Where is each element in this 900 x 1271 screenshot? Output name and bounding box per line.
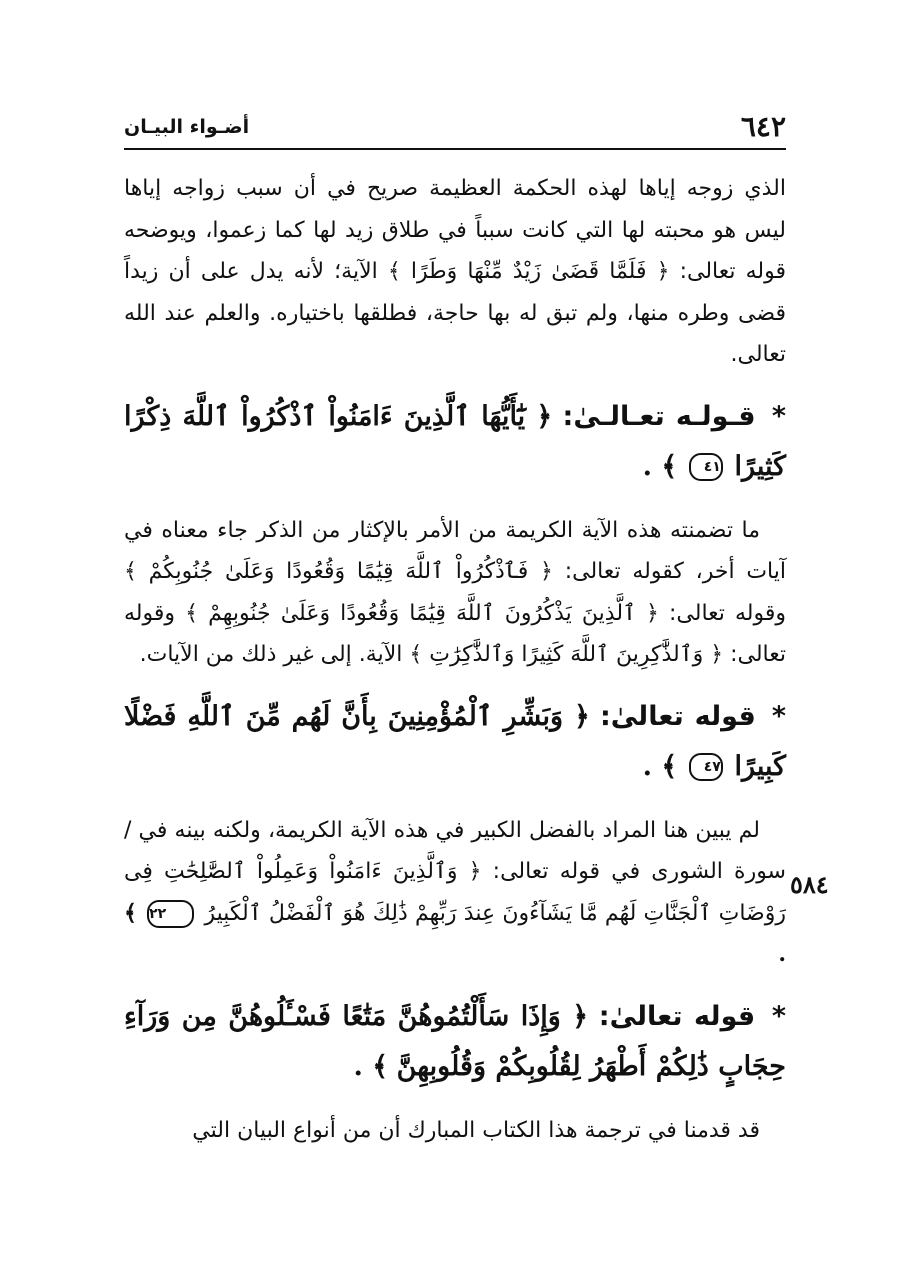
star-marker: *	[771, 700, 786, 732]
ayah-number-badge: ٤١	[689, 453, 723, 481]
ayah-number-badge: ٤٧	[689, 753, 723, 781]
paragraph-3	[124, 810, 786, 976]
verse-heading-47	[124, 692, 786, 792]
quran-verse: ﴿ وَإِذَا سَأَلْتُمُوهُنَّ مَتَٰعًا فَسْـَٔلُوهُنَّ مِن وَرَآءِ حِجَابٍ ذَٰلِكُمْ أَطْهَرُ لِقُلُوبِكُمْ وَقُلُوبِهِنَّ	[124, 1000, 786, 1082]
heading-label: قـولـه تعـالـىٰ:	[562, 400, 756, 432]
ayah-number-badge: ٢٢	[147, 900, 194, 928]
verse-end: ﴾ .	[642, 450, 678, 482]
verse-end: ﴾ .	[124, 899, 786, 967]
page-number: ٦٤٢	[740, 110, 786, 143]
running-title: أضـواء البيـان	[124, 116, 250, 138]
heading-label: قوله تعالىٰ:	[598, 1000, 756, 1032]
original-page-reference: ٥٨٤	[790, 870, 829, 899]
star-marker: *	[771, 400, 786, 432]
paragraph-3-text: لم يبين هنا المراد بالفضل الكبير في هذه الآية الكريمة، ولكنه بينه في / سورة الشورى في قوله تعالى: ﴿ وَٱلَّذِينَ ءَامَنُواْ وَعَمِلُواْ ٱلصَّٰلِحَٰتِ فِى رَوْضَاتِ ٱلْجَنَّاتِ لَهُم مَّا يَشَآءُونَ عِندَ رَبِّهِمْ ذَٰلِكَ هُوَ ٱلْفَضْلُ ٱلْكَبِيرُ	[124, 817, 786, 926]
page-body	[124, 168, 786, 1167]
verse-heading-53	[124, 992, 786, 1092]
paragraph-1: الذي زوجه إياها لهذه الحكمة العظيمة صريح في أن سبب زواجه إياها ليس هو محبته لها التي كانت سبباً في طلاق زيد لها كما زعموا، ويوضحه قوله تعالى: ﴿ فَلَمَّا قَضَىٰ زَيْدٌ مِّنْهَا وَطَرًا ﴾ الآية؛ لأنه يدل على أن زيداً قضى وطره منها، ولم تبق له بها حاجة، فطلقها باختياره. والعلم عند الله تعالى.	[124, 176, 786, 367]
star-marker: *	[771, 1000, 786, 1032]
paragraph-4: قد قدمنا في ترجمة هذا الكتاب المبارك أن من أنواع البيان التي	[192, 1117, 760, 1143]
paragraph-2: ما تضمنته هذه الآية الكريمة من الأمر بالإكثار من الذكر جاء معناه في آيات أخر، كقوله تعالى: ﴿ فَٱذْكُرُواْ ٱللَّهَ قِيَٰمًا وَقُعُودًا وَعَلَىٰ جُنُوبِكُمْ ﴾ وقوله تعالى: ﴿ ٱلَّذِينَ يَذْكُرُونَ ٱللَّهَ قِيَٰمًا وَقُعُودًا وَعَلَىٰ جُنُوبِهِمْ ﴾ وقوله تعالى: ﴿ وَٱلذَّٰكِرِينَ ٱللَّهَ كَثِيرًا وَٱلذَّٰكِرَٰتِ ﴾ الآية. إلى غير ذلك من الآيات.	[124, 517, 786, 667]
verse-end: ﴾ .	[642, 750, 678, 782]
heading-label: قوله تعالىٰ:	[599, 700, 756, 732]
quran-verse: ﴿ وَبَشِّرِ ٱلْمُؤْمِنِينَ بِأَنَّ لَهُم مِّنَ ٱللَّهِ فَضْلًا كَبِيرًا	[124, 700, 786, 782]
verse-end: ﴾ .	[353, 1050, 389, 1082]
verse-heading-41	[124, 392, 786, 492]
page-header	[124, 108, 786, 150]
quran-verse: ﴿ يَٰٓأَيُّهَا ٱلَّذِينَ ءَامَنُواْ ٱذْكُرُواْ ٱللَّهَ ذِكْرًا كَثِيرًا	[124, 400, 786, 482]
